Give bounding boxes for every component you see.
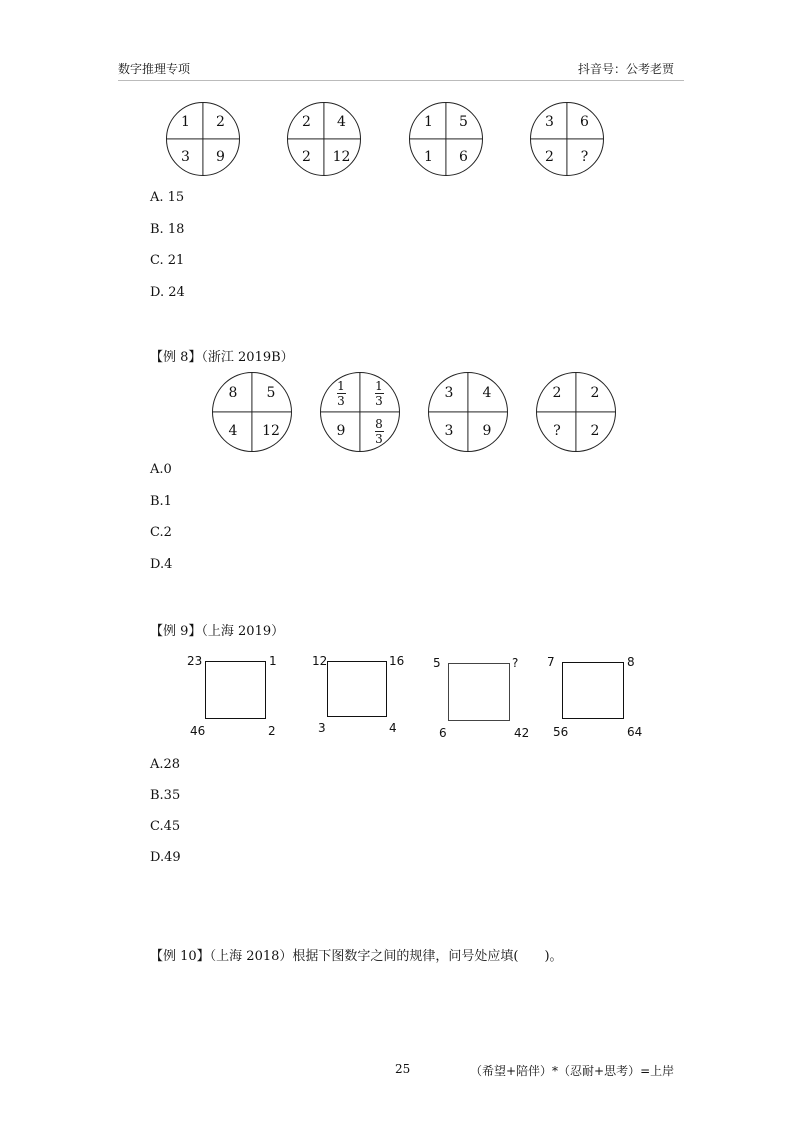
cell: ? [553,423,561,439]
q8-option-b: B.1 [150,494,172,509]
q8-label: 【例 8】（浙江 2019B） [150,350,294,365]
corner-number: 7 [547,655,555,669]
header-right: 抖音号：公考老贾 [578,62,675,76]
cell: 4 [482,385,492,401]
corner-number: 46 [190,724,206,738]
q7-circle-4 [530,102,604,176]
fraction-cell: $\frac{1}{3}$ [375,378,383,408]
q8-option-d: D.4 [150,557,173,572]
q9-square-3 [448,663,510,721]
q8-option-a: A.0 [150,462,172,477]
page-number: 25 [395,1062,411,1076]
q7-circle-3 [409,102,483,176]
corner-number: 5 [433,656,441,670]
cell: 2 [552,385,562,401]
corner-number: 16 [389,654,405,668]
cell: ? [580,148,589,165]
cell: 3 [545,113,554,130]
header-left: 数字推理专项 [118,62,191,76]
corner-number: 8 [627,655,635,669]
cell: 1 [181,113,190,130]
q7-circle-1 [166,102,240,176]
fraction-cell: $\frac{1}{3}$ [337,378,345,408]
q8-circle-1 [212,372,292,452]
q9-option-c: C.45 [150,819,181,834]
cell: 6 [580,113,589,130]
corner-number: ? [512,656,519,670]
cell: 2 [590,423,600,439]
cell: 2 [545,148,554,165]
q9-option-d: D.49 [150,850,181,865]
corner-number: 23 [187,654,203,668]
corner-number: 56 [553,725,569,739]
q7-option-d: D. 24 [150,285,185,300]
cell: 5 [266,385,276,401]
cell: 5 [459,113,468,130]
cell: 2 [590,385,600,401]
q9-square-1 [205,661,266,719]
q10-label: 【例 10】（上海 2018）根据下图数字之间的规律，问号处应填( )。 [150,949,563,964]
cell: 8 [228,385,238,401]
q8-circle-2 [320,372,400,452]
cell: 9 [482,423,492,439]
q8-circle-3 [428,372,508,452]
cell: 1 [424,148,433,165]
q9-option-a: A.28 [150,757,181,772]
corner-number: 2 [268,724,276,738]
cell: 4 [337,113,346,130]
corner-number: 42 [514,726,530,740]
q7-option-b: B. 18 [150,222,185,237]
cell: 3 [444,385,454,401]
q7-option-a: A. 15 [150,190,185,205]
q8-circle-4 [536,372,616,452]
q7-circle-2 [287,102,361,176]
q9-option-b: B.35 [150,788,181,803]
corner-number: 3 [318,721,326,735]
cell: 2 [302,113,311,130]
q9-square-4 [562,662,624,719]
cell: 12 [262,423,280,439]
cell: 4 [228,423,238,439]
footer-motto: （希望+陪伴）*（忍耐+思考）=上岸 [470,1064,675,1078]
cell: 2 [216,113,225,130]
cell: 3 [181,148,190,165]
corner-number: 64 [627,725,643,739]
cell: 1 [424,113,433,130]
corner-number: 4 [389,721,397,735]
cell: 9 [336,423,346,439]
header-divider [118,80,684,81]
corner-number: 1 [269,654,277,668]
corner-number: 12 [312,654,328,668]
cell: 6 [459,148,468,165]
cell: 3 [444,423,454,439]
corner-number: 6 [439,726,447,740]
q8-option-c: C.2 [150,525,172,540]
fraction-cell: $\frac{8}{3}$ [375,416,383,446]
cell: 12 [332,148,351,165]
cell: 9 [216,148,225,165]
q7-option-c: C. 21 [150,253,185,268]
cell: 2 [302,148,311,165]
q9-square-2 [327,661,387,717]
q9-label: 【例 9】（上海 2019） [150,624,285,639]
